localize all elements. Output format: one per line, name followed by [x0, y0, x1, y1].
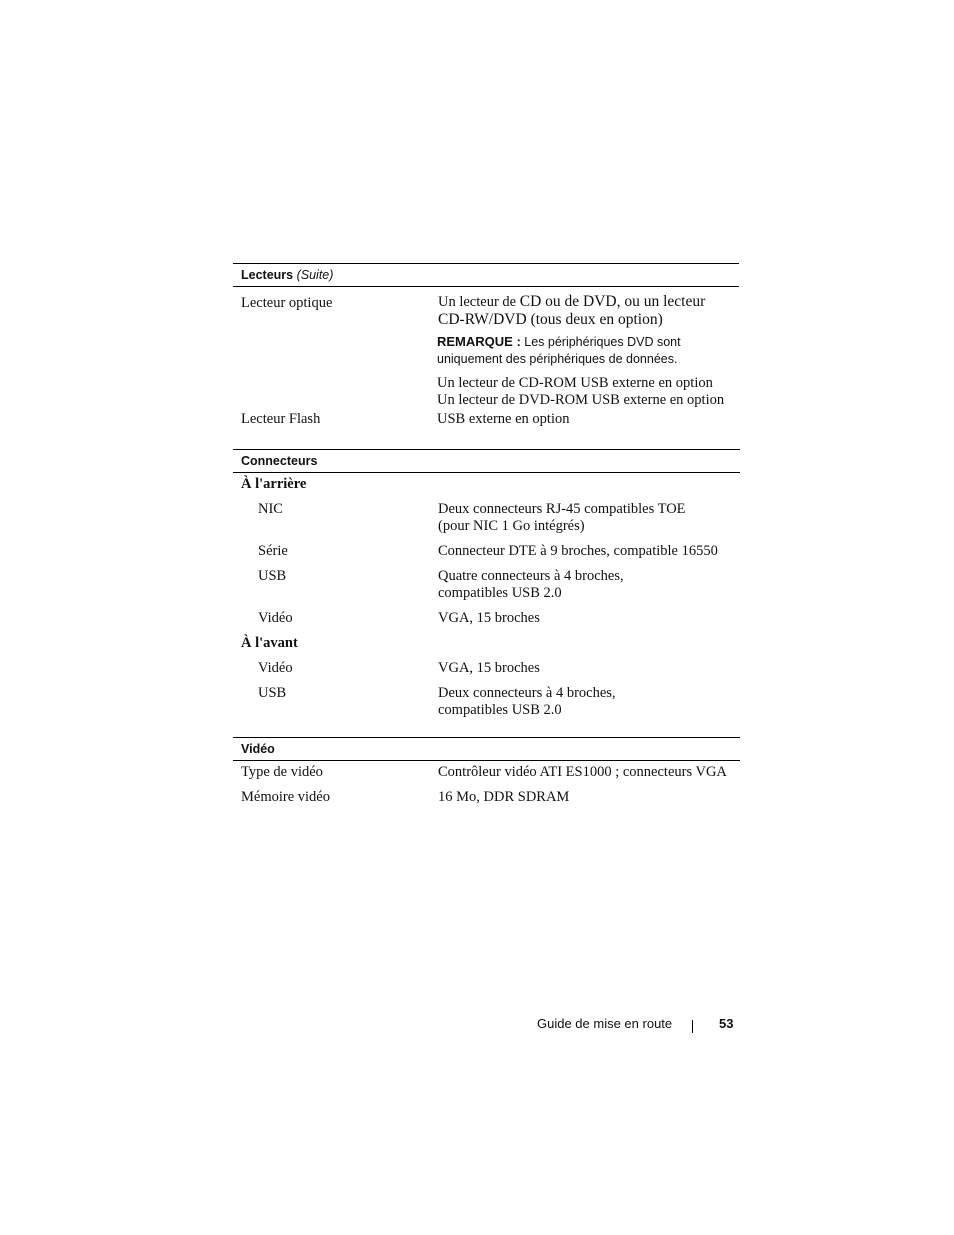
- rear-serial-label: Série: [258, 543, 288, 559]
- front-usb-label: USB: [258, 685, 287, 701]
- rear-video-label: Vidéo: [258, 610, 293, 626]
- video-memory-row: [233, 789, 740, 814]
- rear-serial-value: Connecteur DTE à 9 broches, compatible 16550: [438, 543, 718, 559]
- rear-usb-value: [438, 568, 738, 602]
- page-footer: [0, 1016, 954, 1036]
- rear-nic-label: NIC: [258, 501, 283, 517]
- rear-nic-row: [233, 501, 740, 543]
- rear-usb-row: [233, 568, 740, 610]
- footer-separator: [692, 1020, 693, 1033]
- connectors-section: [233, 449, 740, 727]
- external-dvdrom-option: Un lecteur de DVD-ROM USB externe en option: [437, 392, 725, 408]
- rear-nic-value: [438, 501, 738, 535]
- front-usb-line1: Deux connecteurs à 4 broches,: [438, 685, 616, 701]
- drives-header-suffix: (Suite): [296, 268, 334, 282]
- page-number: 53: [719, 1016, 734, 1031]
- front-usb-row: [233, 685, 740, 727]
- external-cdrom-option: Un lecteur de CD-ROM USB externe en option: [437, 375, 713, 391]
- rear-usb-label: USB: [258, 568, 287, 584]
- flash-drive-row: [233, 411, 739, 435]
- optical-drive-row: [233, 293, 739, 411]
- front-usb-line2: compatibles USB 2.0: [438, 702, 562, 718]
- front-video-value: VGA, 15 broches: [438, 660, 540, 676]
- rear-nic-line2: (pour NIC 1 Go intégrés): [438, 518, 585, 534]
- video-header-title: Vidéo: [241, 742, 275, 756]
- video-memory-value: 16 Mo, DDR SDRAM: [438, 789, 570, 805]
- rear-video-row: [233, 610, 740, 635]
- front-video-row: [233, 660, 740, 685]
- video-header: [233, 737, 740, 761]
- video-type-label: Type de vidéo: [241, 764, 323, 780]
- video-type-value: Contrôleur vidéo ATI ES1000 ; connecteurs VGA: [438, 764, 727, 780]
- drives-section: [233, 263, 739, 435]
- note-label: REMARQUE :: [437, 334, 521, 349]
- optical-value-line1a: Un lecteur de: [438, 294, 520, 310]
- video-section: [233, 737, 740, 814]
- note-line1: Les périphériques DVD sont: [520, 335, 681, 349]
- video-memory-label: Mémoire vidéo: [241, 789, 330, 805]
- front-subheader-row: [233, 635, 740, 660]
- note-line2: uniquement des périphériques de données.: [437, 352, 678, 366]
- optical-value-line1b: CD ou de DVD, ou un lecteur: [519, 293, 706, 310]
- optical-drive-value: [438, 293, 738, 328]
- front-usb-value: [438, 685, 738, 719]
- flash-drive-label: Lecteur Flash: [241, 411, 321, 427]
- front-video-label: Vidéo: [258, 660, 293, 676]
- external-drive-options: [437, 375, 737, 409]
- drives-header: [233, 263, 739, 287]
- rear-usb-line2: compatibles USB 2.0: [438, 585, 562, 601]
- front-subheader: À l'avant: [241, 635, 298, 651]
- optical-drive-label: Lecteur optique: [241, 295, 333, 311]
- rear-usb-line1: Quatre connecteurs à 4 broches,: [438, 568, 624, 584]
- footer-guide-title: Guide de mise en route: [537, 1016, 673, 1031]
- video-type-row: [233, 764, 740, 789]
- rear-serial-row: [233, 543, 740, 568]
- rear-video-value: VGA, 15 broches: [438, 610, 540, 626]
- rear-subheader: À l'arrière: [241, 476, 307, 492]
- flash-drive-value: USB externe en option: [437, 411, 570, 427]
- rear-subheader-row: [233, 476, 740, 501]
- dvd-note: [437, 333, 737, 368]
- optical-value-line2: CD-RW/DVD (tous deux en option): [438, 311, 663, 328]
- connectors-header-title: Connecteurs: [241, 454, 318, 468]
- drives-header-title: Lecteurs: [241, 268, 294, 282]
- rear-nic-line1: Deux connecteurs RJ-45 compatibles TOE: [438, 501, 686, 517]
- connectors-header: [233, 449, 740, 473]
